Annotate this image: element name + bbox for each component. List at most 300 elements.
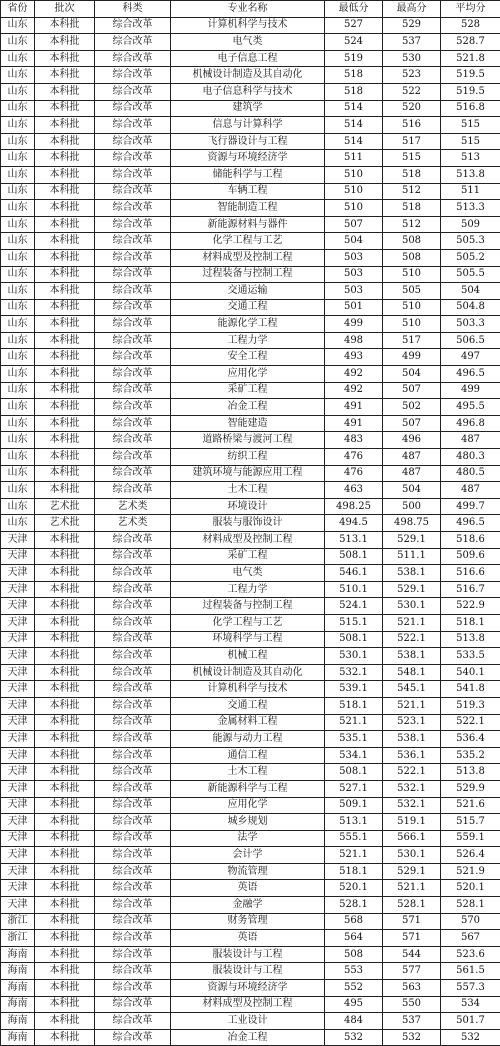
avg-score-cell: 519.3 — [441, 697, 500, 714]
min-score-cell: 491 — [325, 399, 383, 416]
min-score-cell: 493 — [325, 349, 383, 366]
max-score-cell: 499 — [383, 349, 441, 366]
table-row — [1, 631, 500, 648]
max-score-cell: 544 — [383, 946, 441, 963]
table-row — [1, 913, 500, 930]
category-cell: 综合改革 — [95, 432, 171, 449]
avg-score-cell: 561.5 — [441, 963, 500, 980]
header-batch: 批次 — [35, 1, 95, 18]
category-cell: 综合改革 — [95, 465, 171, 482]
avg-score-cell: 523.6 — [441, 946, 500, 963]
avg-score-cell: 505.2 — [441, 249, 500, 266]
table-row — [1, 1029, 500, 1046]
batch-cell: 本科批 — [35, 1013, 95, 1030]
category-cell: 综合改革 — [95, 830, 171, 847]
avg-score-cell: 515.7 — [441, 814, 500, 831]
category-cell: 综合改革 — [95, 34, 171, 51]
batch-cell: 本科批 — [35, 532, 95, 549]
category-cell: 综合改革 — [95, 449, 171, 466]
batch-cell: 本科批 — [35, 930, 95, 947]
max-score-cell: 515 — [383, 150, 441, 167]
min-score-cell: 518 — [325, 83, 383, 100]
header-row — [1, 1, 500, 18]
province-cell: 山东 — [1, 216, 35, 233]
avg-score-cell: 497 — [441, 349, 500, 366]
avg-score-cell: 515 — [441, 133, 500, 150]
min-score-cell: 513.1 — [325, 532, 383, 549]
batch-cell: 本科批 — [35, 1029, 95, 1046]
max-score-cell: 517 — [383, 332, 441, 349]
category-cell: 综合改革 — [95, 697, 171, 714]
major-cell: 飞行器设计与工程 — [171, 133, 325, 150]
min-score-cell: 492 — [325, 366, 383, 383]
province-cell: 山东 — [1, 34, 35, 51]
min-score-cell: 553 — [325, 963, 383, 980]
category-cell: 综合改革 — [95, 764, 171, 781]
avg-score-cell: 526.4 — [441, 847, 500, 864]
max-score-cell: 523 — [383, 67, 441, 84]
batch-cell: 本科批 — [35, 996, 95, 1013]
province-cell: 天津 — [1, 814, 35, 831]
province-cell: 山东 — [1, 150, 35, 167]
major-cell: 应用化学 — [171, 366, 325, 383]
avg-score-cell: 522.1 — [441, 714, 500, 731]
category-cell: 综合改革 — [95, 1029, 171, 1046]
major-cell: 智能制造工程 — [171, 200, 325, 217]
province-cell: 山东 — [1, 17, 35, 34]
max-score-cell: 521.1 — [383, 697, 441, 714]
category-cell: 综合改革 — [95, 366, 171, 383]
avg-score-cell: 557.3 — [441, 980, 500, 997]
major-cell: 土木工程 — [171, 764, 325, 781]
max-score-cell: 510 — [383, 316, 441, 333]
min-score-cell: 484 — [325, 1013, 383, 1030]
table-row — [1, 963, 500, 980]
province-cell: 天津 — [1, 548, 35, 565]
max-score-cell: 530.1 — [383, 598, 441, 615]
category-cell: 综合改革 — [95, 50, 171, 67]
category-cell: 综合改革 — [95, 382, 171, 399]
avg-score-cell: 516.6 — [441, 565, 500, 582]
avg-score-cell: 513.8 — [441, 631, 500, 648]
province-cell: 天津 — [1, 631, 35, 648]
category-cell: 综合改革 — [95, 332, 171, 349]
table-row — [1, 880, 500, 897]
table-row — [1, 498, 500, 515]
min-score-cell: 513.1 — [325, 814, 383, 831]
avg-score-cell: 515 — [441, 117, 500, 134]
batch-cell: 本科批 — [35, 482, 95, 499]
major-cell: 电气类 — [171, 34, 325, 51]
avg-score-cell: 533.5 — [441, 648, 500, 665]
avg-score-cell: 521.6 — [441, 797, 500, 814]
category-cell: 综合改革 — [95, 17, 171, 34]
category-cell: 综合改革 — [95, 349, 171, 366]
table-row — [1, 449, 500, 466]
province-cell: 海南 — [1, 980, 35, 997]
min-score-cell: 495 — [325, 996, 383, 1013]
min-score-cell: 514 — [325, 100, 383, 117]
category-cell: 综合改革 — [95, 67, 171, 84]
province-cell: 山东 — [1, 283, 35, 300]
batch-cell: 本科批 — [35, 183, 95, 200]
table-row — [1, 83, 500, 100]
category-cell: 综合改革 — [95, 150, 171, 167]
category-cell: 综合改革 — [95, 482, 171, 499]
avg-score-cell: 487 — [441, 482, 500, 499]
max-score-cell: 536.1 — [383, 747, 441, 764]
min-score-cell: 463 — [325, 482, 383, 499]
table-row — [1, 548, 500, 565]
category-cell: 综合改革 — [95, 133, 171, 150]
province-cell: 山东 — [1, 349, 35, 366]
avg-score-cell: 522.9 — [441, 598, 500, 615]
province-cell: 山东 — [1, 399, 35, 416]
max-score-cell: 498.75 — [383, 515, 441, 532]
major-cell: 能源与动力工程 — [171, 731, 325, 748]
max-score-cell: 522.1 — [383, 631, 441, 648]
max-score-cell: 518 — [383, 166, 441, 183]
category-cell: 综合改革 — [95, 117, 171, 134]
avg-score-cell: 496.8 — [441, 415, 500, 432]
batch-cell: 本科批 — [35, 764, 95, 781]
table-row — [1, 930, 500, 947]
category-cell: 综合改革 — [95, 166, 171, 183]
major-cell: 金融学 — [171, 897, 325, 914]
category-cell: 综合改革 — [95, 648, 171, 665]
batch-cell: 本科批 — [35, 249, 95, 266]
batch-cell: 本科批 — [35, 465, 95, 482]
table-row — [1, 565, 500, 582]
avg-score-cell: 521.8 — [441, 50, 500, 67]
major-cell: 英语 — [171, 930, 325, 947]
major-cell: 计算机科学与技术 — [171, 681, 325, 698]
table-row — [1, 366, 500, 383]
table-row — [1, 266, 500, 283]
max-score-cell: 571 — [383, 913, 441, 930]
province-cell: 山东 — [1, 332, 35, 349]
major-cell: 储能科学与工程 — [171, 166, 325, 183]
min-score-cell: 492 — [325, 382, 383, 399]
batch-cell: 本科批 — [35, 216, 95, 233]
table-row — [1, 764, 500, 781]
max-score-cell: 511.1 — [383, 548, 441, 565]
max-score-cell: 505 — [383, 283, 441, 300]
batch-cell: 本科批 — [35, 714, 95, 731]
min-score-cell: 520.1 — [325, 880, 383, 897]
category-cell: 综合改革 — [95, 631, 171, 648]
min-score-cell: 514 — [325, 117, 383, 134]
major-cell: 纺织工程 — [171, 449, 325, 466]
max-score-cell: 545.1 — [383, 681, 441, 698]
batch-cell: 艺术批 — [35, 515, 95, 532]
batch-cell: 本科批 — [35, 631, 95, 648]
max-score-cell: 512 — [383, 183, 441, 200]
major-cell: 机械工程 — [171, 648, 325, 665]
min-score-cell: 534.1 — [325, 747, 383, 764]
avg-score-cell: 480.3 — [441, 449, 500, 466]
table-row — [1, 17, 500, 34]
major-cell: 采矿工程 — [171, 548, 325, 565]
avg-score-cell: 504.8 — [441, 299, 500, 316]
category-cell: 综合改革 — [95, 731, 171, 748]
avg-score-cell: 496.5 — [441, 366, 500, 383]
min-score-cell: 564 — [325, 930, 383, 947]
min-score-cell: 510.1 — [325, 581, 383, 598]
province-cell: 天津 — [1, 532, 35, 549]
batch-cell: 艺术批 — [35, 498, 95, 515]
table-row — [1, 714, 500, 731]
table-row — [1, 482, 500, 499]
max-score-cell: 512 — [383, 216, 441, 233]
batch-cell: 本科批 — [35, 614, 95, 631]
min-score-cell: 521.1 — [325, 714, 383, 731]
min-score-cell: 527.1 — [325, 780, 383, 797]
batch-cell: 本科批 — [35, 17, 95, 34]
table-row — [1, 415, 500, 432]
max-score-cell: 550 — [383, 996, 441, 1013]
table-row — [1, 249, 500, 266]
min-score-cell: 498 — [325, 332, 383, 349]
province-cell: 山东 — [1, 465, 35, 482]
province-cell: 山东 — [1, 449, 35, 466]
province-cell: 天津 — [1, 731, 35, 748]
avg-score-cell: 567 — [441, 930, 500, 947]
major-cell: 安全工程 — [171, 349, 325, 366]
province-cell: 天津 — [1, 648, 35, 665]
province-cell: 山东 — [1, 266, 35, 283]
max-score-cell: 487 — [383, 449, 441, 466]
major-cell: 道路桥梁与渡河工程 — [171, 432, 325, 449]
province-cell: 山东 — [1, 515, 35, 532]
major-cell: 计算机科学与技术 — [171, 17, 325, 34]
avg-score-cell: 495.5 — [441, 399, 500, 416]
max-score-cell: 504 — [383, 482, 441, 499]
batch-cell: 本科批 — [35, 814, 95, 831]
batch-cell: 本科批 — [35, 880, 95, 897]
major-cell: 电子信息工程 — [171, 50, 325, 67]
min-score-cell: 509.1 — [325, 797, 383, 814]
max-score-cell: 508 — [383, 233, 441, 250]
batch-cell: 本科批 — [35, 681, 95, 698]
major-cell: 车辆工程 — [171, 183, 325, 200]
table-row — [1, 67, 500, 84]
min-score-cell: 494.5 — [325, 515, 383, 532]
batch-cell: 本科批 — [35, 747, 95, 764]
major-cell: 环境科学与工程 — [171, 631, 325, 648]
min-score-cell: 476 — [325, 449, 383, 466]
major-cell: 冶金工程 — [171, 1029, 325, 1046]
min-score-cell: 568 — [325, 913, 383, 930]
batch-cell: 本科批 — [35, 415, 95, 432]
max-score-cell: 521.1 — [383, 880, 441, 897]
category-cell: 综合改革 — [95, 532, 171, 549]
major-cell: 过程装备与控制工程 — [171, 598, 325, 615]
avg-score-cell: 499 — [441, 382, 500, 399]
max-score-cell: 507 — [383, 382, 441, 399]
major-cell: 环境设计 — [171, 498, 325, 515]
table-row — [1, 847, 500, 864]
avg-score-cell: 499.7 — [441, 498, 500, 515]
major-cell: 新能源材料与器件 — [171, 216, 325, 233]
max-score-cell: 538.1 — [383, 648, 441, 665]
category-cell: 综合改革 — [95, 897, 171, 914]
avg-score-cell: 505.3 — [441, 233, 500, 250]
min-score-cell: 476 — [325, 465, 383, 482]
table-row — [1, 150, 500, 167]
avg-score-cell: 511 — [441, 183, 500, 200]
table-row — [1, 233, 500, 250]
category-cell: 综合改革 — [95, 399, 171, 416]
batch-cell: 本科批 — [35, 946, 95, 963]
category-cell: 综合改革 — [95, 100, 171, 117]
category-cell: 综合改革 — [95, 598, 171, 615]
major-cell: 服装设计与工程 — [171, 963, 325, 980]
header-min-score: 最低分 — [325, 1, 383, 18]
header-province: 省份 — [1, 1, 35, 18]
province-cell: 山东 — [1, 183, 35, 200]
table-row — [1, 946, 500, 963]
category-cell: 综合改革 — [95, 283, 171, 300]
category-cell: 综合改革 — [95, 216, 171, 233]
batch-cell: 本科批 — [35, 863, 95, 880]
major-cell: 能源化学工程 — [171, 316, 325, 333]
province-cell: 山东 — [1, 200, 35, 217]
batch-cell: 本科批 — [35, 117, 95, 134]
major-cell: 交通工程 — [171, 697, 325, 714]
batch-cell: 本科批 — [35, 283, 95, 300]
province-cell: 山东 — [1, 415, 35, 432]
table-row — [1, 598, 500, 615]
max-score-cell: 538.1 — [383, 565, 441, 582]
table-row — [1, 349, 500, 366]
min-score-cell: 535.1 — [325, 731, 383, 748]
major-cell: 机械设计制造及其自动化 — [171, 67, 325, 84]
table-row — [1, 581, 500, 598]
category-cell: 艺术类 — [95, 498, 171, 515]
province-cell: 山东 — [1, 316, 35, 333]
min-score-cell: 503 — [325, 283, 383, 300]
batch-cell: 本科批 — [35, 731, 95, 748]
batch-cell: 本科批 — [35, 266, 95, 283]
major-cell: 智能建造 — [171, 415, 325, 432]
major-cell: 工程力学 — [171, 581, 325, 598]
max-score-cell: 522 — [383, 83, 441, 100]
avg-score-cell: 513.8 — [441, 764, 500, 781]
category-cell: 综合改革 — [95, 963, 171, 980]
category-cell: 综合改革 — [95, 266, 171, 283]
avg-score-cell: 516.8 — [441, 100, 500, 117]
table-row — [1, 117, 500, 134]
batch-cell: 本科批 — [35, 349, 95, 366]
batch-cell: 本科批 — [35, 83, 95, 100]
table-row — [1, 614, 500, 631]
major-cell: 建筑学 — [171, 100, 325, 117]
major-cell: 资源与环境经济学 — [171, 980, 325, 997]
batch-cell: 本科批 — [35, 150, 95, 167]
category-cell: 综合改革 — [95, 548, 171, 565]
province-cell: 海南 — [1, 1029, 35, 1046]
category-cell: 综合改革 — [95, 847, 171, 864]
min-score-cell: 510 — [325, 183, 383, 200]
category-cell: 综合改革 — [95, 930, 171, 947]
major-cell: 冶金工程 — [171, 399, 325, 416]
province-cell: 浙江 — [1, 913, 35, 930]
batch-cell: 本科批 — [35, 133, 95, 150]
province-cell: 海南 — [1, 1013, 35, 1030]
category-cell: 综合改革 — [95, 946, 171, 963]
major-cell: 服装与服饰设计 — [171, 515, 325, 532]
major-cell: 建筑环境与能源应用工程 — [171, 465, 325, 482]
header-major: 专业名称 — [171, 1, 325, 18]
major-cell: 交通工程 — [171, 299, 325, 316]
min-score-cell: 504 — [325, 233, 383, 250]
max-score-cell: 517 — [383, 133, 441, 150]
avg-score-cell: 480.5 — [441, 465, 500, 482]
avg-score-cell: 487 — [441, 432, 500, 449]
province-cell: 浙江 — [1, 930, 35, 947]
max-score-cell: 521.1 — [383, 614, 441, 631]
avg-score-cell: 541.8 — [441, 681, 500, 698]
province-cell: 天津 — [1, 847, 35, 864]
province-cell: 天津 — [1, 565, 35, 582]
major-cell: 采矿工程 — [171, 382, 325, 399]
max-score-cell: 504 — [383, 366, 441, 383]
batch-cell: 本科批 — [35, 332, 95, 349]
table-row — [1, 830, 500, 847]
avg-score-cell: 504 — [441, 283, 500, 300]
min-score-cell: 508 — [325, 946, 383, 963]
table-row — [1, 399, 500, 416]
table-row — [1, 465, 500, 482]
min-score-cell: 518.1 — [325, 697, 383, 714]
max-score-cell: 510 — [383, 266, 441, 283]
province-cell: 山东 — [1, 299, 35, 316]
table-row — [1, 34, 500, 51]
min-score-cell: 555.1 — [325, 830, 383, 847]
min-score-cell: 519 — [325, 50, 383, 67]
province-cell: 天津 — [1, 747, 35, 764]
batch-cell: 本科批 — [35, 830, 95, 847]
province-cell: 天津 — [1, 714, 35, 731]
province-cell: 海南 — [1, 946, 35, 963]
table-row — [1, 814, 500, 831]
category-cell: 综合改革 — [95, 714, 171, 731]
batch-cell: 本科批 — [35, 780, 95, 797]
max-score-cell: 548.1 — [383, 664, 441, 681]
table-row — [1, 515, 500, 532]
max-score-cell: 510 — [383, 299, 441, 316]
table-row — [1, 283, 500, 300]
province-cell: 山东 — [1, 482, 35, 499]
table-row — [1, 299, 500, 316]
avg-score-cell: 529.9 — [441, 780, 500, 797]
province-cell: 天津 — [1, 598, 35, 615]
province-cell: 山东 — [1, 67, 35, 84]
batch-cell: 本科批 — [35, 697, 95, 714]
batch-cell: 本科批 — [35, 399, 95, 416]
min-score-cell: 498.25 — [325, 498, 383, 515]
major-cell: 电子信息科学与技术 — [171, 83, 325, 100]
category-cell: 综合改革 — [95, 200, 171, 217]
major-cell: 通信工程 — [171, 747, 325, 764]
batch-cell: 本科批 — [35, 233, 95, 250]
max-score-cell: 520 — [383, 100, 441, 117]
avg-score-cell: 509.6 — [441, 548, 500, 565]
min-score-cell: 501 — [325, 299, 383, 316]
min-score-cell: 539.1 — [325, 681, 383, 698]
min-score-cell: 524.1 — [325, 598, 383, 615]
